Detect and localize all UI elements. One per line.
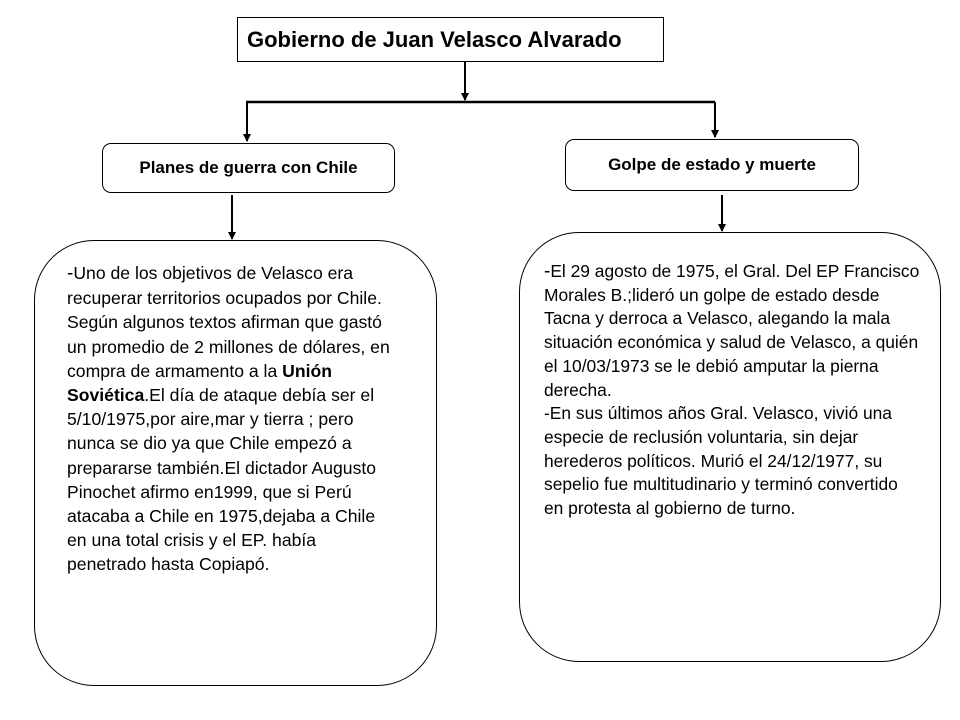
left-heading-text: Planes de guerra con Chile: [139, 158, 358, 177]
left-body-paragraph: [67, 261, 396, 577]
left-body-dash: -: [67, 263, 74, 284]
left-body-box: [34, 240, 437, 686]
right-heading-box: [565, 139, 859, 191]
title-text: Gobierno de Juan Velasco Alvarado: [247, 26, 622, 52]
title-box: [237, 17, 664, 62]
left-heading-box: [102, 143, 395, 193]
right-body-box: [519, 232, 941, 662]
right-body-paragraph-2: -En sus últimos años Gral. Velasco, vivió una especie de reclusión voluntaria, sin dejar herederos políticos. Murió el 24/12/1977, su sepelio fue multitudinario y terminó convertido en protesta al gobierno de turno.: [544, 403, 898, 519]
right-body-paragraph-1: [544, 260, 920, 402]
right-heading-text: Golpe de estado y muerte: [608, 155, 816, 174]
left-body-text-1: Uno de los objetivos de Velasco era recuperar territorios ocupados por Chile. Según algunos textos afirman que gastó un promedio de 2 millones de dólares, en compra de armamento a la: [67, 263, 390, 381]
left-body-text-2: .El día de ataque debía ser el 5/10/1975,por aire,mar y tierra ; pero nunca se dio ya que Chile empezó a prepararse también.El dictador Augusto Pinochet afirmo en1999, que si Perú atacaba a Chile en 1975,dejaba a Chile en una total crisis y el EP. había penetrado hasta Copiapó.: [67, 385, 377, 575]
left-body-bold-text: Unión Soviética: [67, 360, 332, 406]
right-body-text-1: El 29 agosto de 1975, el Gral. Del EP Francisco Morales B.;lideró un golpe de estado desde Tacna y derroca a Velasco, alegando la mala situación económica y salud de Velasco, a quién el 10/03/1973 se le debió amputar la pierna derecha.: [544, 261, 920, 400]
right-body-dash: -: [544, 261, 551, 282]
